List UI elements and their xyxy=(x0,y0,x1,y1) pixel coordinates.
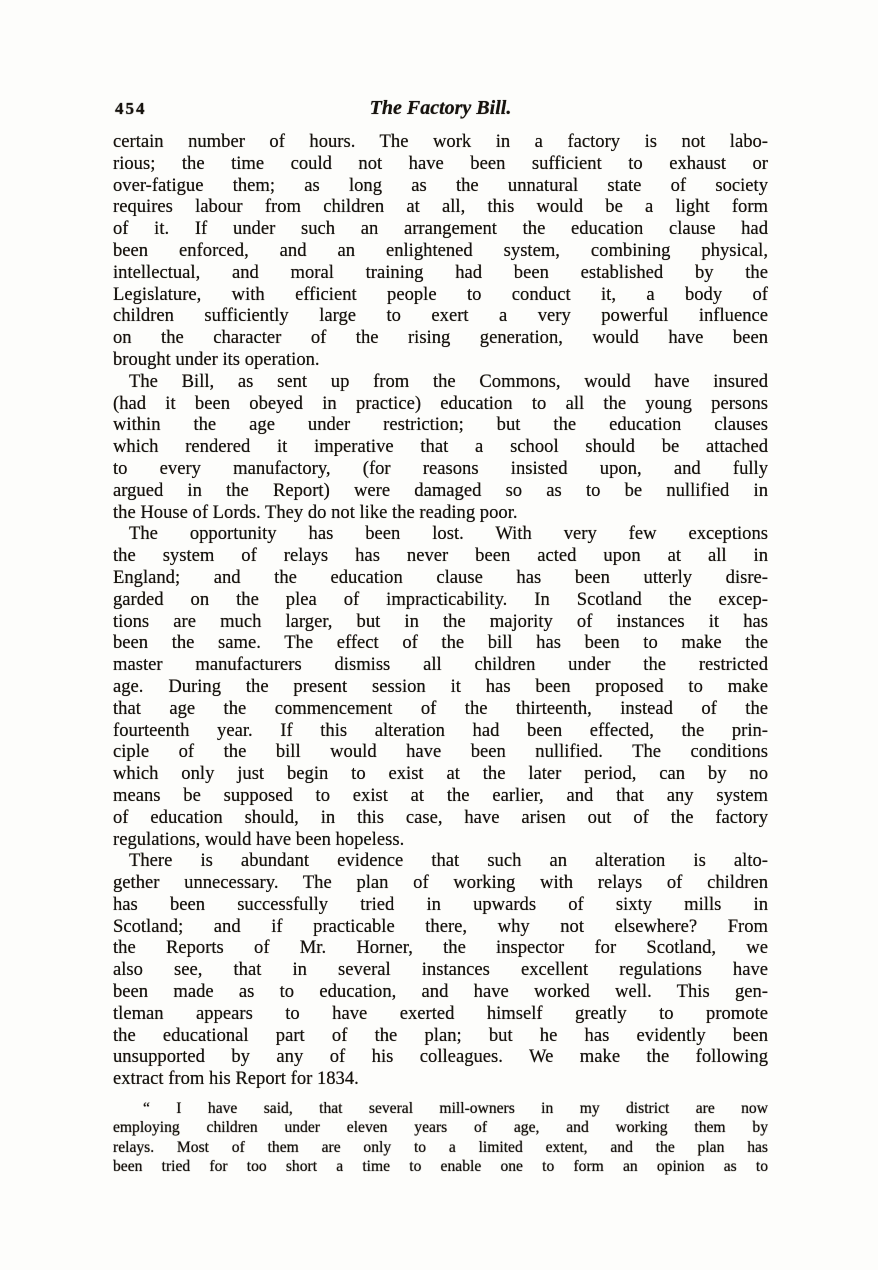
text-line: garded on the plea of impracticability. In Scotland the excep- xyxy=(113,588,768,610)
paragraph xyxy=(113,371,768,524)
text-line: tions are much larger, but in the majority of instances it has xyxy=(113,610,768,632)
text-line: tleman appears to have exerted himself greatly to promote xyxy=(113,1002,768,1024)
text-line: the system of relays has never been acted upon at all in xyxy=(113,545,768,567)
text-line: that age the commencement of the thirteenth, instead of the xyxy=(113,697,768,719)
text-line: the House of Lords. They do not like the reading poor. xyxy=(113,501,518,523)
text-line: brought under its operation. xyxy=(113,348,320,370)
text-line: has been successfully tried in upwards of sixty mills in xyxy=(113,893,768,915)
text-line: over-fatigue them; as long as the unnatural state of society xyxy=(113,174,768,196)
text-line: which only just begin to exist at the later period, can by no xyxy=(113,763,768,785)
text-line: extract from his Report for 1834. xyxy=(113,1068,359,1090)
text-line: regulations, would have been hopeless. xyxy=(113,828,405,850)
paragraph xyxy=(113,850,768,1090)
paragraph xyxy=(113,131,768,371)
text-line: intellectual, and moral training had been established by the xyxy=(113,261,768,283)
text-block xyxy=(113,131,768,1176)
text-line: the educational part of the plan; but he has evidently been xyxy=(113,1024,768,1046)
text-line: unsupported by any of his colleagues. We make the following xyxy=(113,1046,768,1068)
text-line: the Reports of Mr. Horner, the inspector for Scotland, we xyxy=(113,937,768,959)
text-line: within the age under restriction; but the education clauses xyxy=(113,414,768,436)
text-line: means be supposed to exist at the earlier, and that any system xyxy=(113,784,768,806)
text-line: on the character of the rising generation, would have been xyxy=(113,327,768,349)
page-title: The Factory Bill. xyxy=(369,97,512,119)
text-line: children sufficiently large to exert a very powerful influence xyxy=(113,305,768,327)
text-line: employing children under eleven years of age, and working them by xyxy=(113,1119,768,1137)
text-line: rious; the time could not have been sufficient to exhaust or xyxy=(113,152,768,174)
text-line: fourteenth year. If this alteration had been effected, the prin- xyxy=(113,719,768,741)
text-line: argued in the Report) were damaged so as to be nullified in xyxy=(113,479,768,501)
text-line: relays. Most of them are only to a limited extent, and the plan has xyxy=(113,1138,768,1156)
text-line: certain number of hours. The work in a factory is not labo- xyxy=(113,131,768,152)
text-line: also see, that in several instances excellent regulations have xyxy=(113,959,768,981)
paragraph xyxy=(113,523,768,850)
text-line: to every manufactory, (for reasons insisted upon, and fully xyxy=(113,457,768,479)
text-line: ciple of the bill would have been nullified. The conditions xyxy=(113,741,768,763)
text-line: “ I have said, that several mill-owners in my district are now xyxy=(143,1100,768,1118)
text-line: Scotland; and if practicable there, why not elsewhere? From xyxy=(113,915,768,937)
running-header xyxy=(113,97,768,123)
text-line: There is abundant evidence that such an alteration is alto- xyxy=(129,850,768,872)
text-line: master manufacturers dismiss all children under the restricted xyxy=(113,654,768,676)
text-line: of it. If under such an arrangement the education clause had xyxy=(113,218,768,240)
text-line: which rendered it imperative that a school should be attached xyxy=(113,436,768,458)
text-line: (had it been obeyed in practice) education to all the young persons xyxy=(113,392,768,414)
text-line: gether unnecessary. The plan of working with relays of children xyxy=(113,872,768,894)
text-line: The Bill, as sent up from the Commons, would have insured xyxy=(129,370,768,392)
block-quote-paragraph xyxy=(113,1099,768,1176)
text-line: been tried for too short a time to enable one to form an opinion as to xyxy=(113,1157,768,1175)
text-line: England; and the education clause has been utterly disre- xyxy=(113,566,768,588)
text-line: requires labour from children at all, this would be a light form xyxy=(113,196,768,218)
text-line: Legislature, with efficient people to conduct it, a body of xyxy=(113,283,768,305)
text-line: of education should, in this case, have arisen out of the factory xyxy=(113,806,768,828)
page-number: 454 xyxy=(115,99,147,118)
text-line: been enforced, and an enlightened system, combining physical, xyxy=(113,239,768,261)
text-line: been the same. The effect of the bill has been to make the xyxy=(113,632,768,654)
text-line: age. During the present session it has been proposed to make xyxy=(113,675,768,697)
text-line: been made as to education, and have worked well. This gen- xyxy=(113,981,768,1003)
text-line: The opportunity has been lost. With very few exceptions xyxy=(129,523,768,545)
